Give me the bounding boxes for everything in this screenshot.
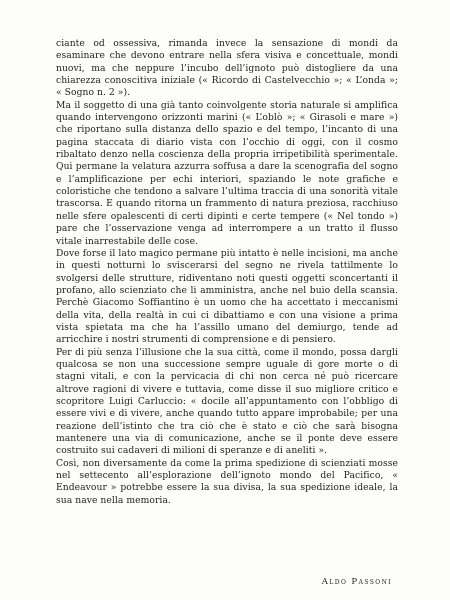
article-body	[56, 38, 398, 507]
paragraph-5: Così, non diversamente da come la prima spedizione di scienziati mosse nel settecento all’esplorazione dell’ignoto mondo del Pacifico, « Endeavour » potrebbe essere la sua divisa, la sua spedizione ideale, la sua nave nella memoria.	[56, 457, 398, 506]
author-signature: Aldo Passoni	[321, 577, 392, 587]
paragraph-4: Per di più senza l’illusione che la sua città, come il mondo, possa dargli qualcosa se non una successione sempre uguale di gore morte o di stagni vitali, e con la pervicacia di chi non cerca né può ricercare altrove ragioni di vivere e tuttavia, come disse il suo migliore critico e scopritore Luigi Carluccio: « docile all’appuntamento con l’obbligo di essere vivi e di vivere, anche quando tutto appare improbabile; per una reazione dell’istinto che tra ciò che è stato e ciò che sarà bisogna mantenere una via di comunicazione, anche se il ponte deve essere costruito sui cadaveri di milioni di speranze e di aneliti ».	[56, 346, 398, 457]
paragraph-2: Ma il soggetto di una già tanto coinvolgente storia naturale si amplifica quando intervengono orizzonti marini (« L’oblò »; « Girasoli e mare ») che riportano sulla distanza dello spazio e del tempo, l’incanto di una pagina staccata di diario vista con l’occhio di oggi, con il cosmo ribaltato denzo nella coscienza della propria irripetibilità sperimentale. Qui permane la velatura azzurra soffusa a dare la scenografia del sogno e l’amplificazione per echi interiori, spaziando le note grafiche e coloristiche che tendono a salvare l’ultima traccia di una sonorità vitale trascorsa. E quando ritorna un frammento di natura preziosa, racchiuso nelle sfere opalescenti di certi dipinti e certe tempere (« Nel tondo ») pare che l’osservazione venga ad interrompere a un tratto il flusso vitale inarrestabile delle cose.	[56, 99, 398, 247]
paragraph-1: ciante od ossessiva, rimanda invece la sensazione di mondi da esaminare che devono entrare nella sfera visiva e concettuale, mondi nuovi, ma che neppure l’incubo dell’ignoto può distogliere da una chiarezza conoscitiva iniziale (« Ricordo di Castelvecchio »; « L’onda »; « Sogno n. 2 »).	[56, 38, 398, 99]
paragraph-3: Dove forse il lato magico permane più intatto è nelle incisioni, ma anche in questi notturni lo sviscerarsi del segno ne rivela tattilmente lo svolgersi delle strutture, ridiventano noti questi oggetti sconcertanti il profano, allo scienziato che li amministra, anche nel buio della scansia. Perchè Giacomo Soffiantino è un uomo che ha accettato i meccanismi della vita, della realtà in cui ci dibattiamo e con una visione a prima vista spietata ma che ha l’assillo umano del demiurgo, tende ad arricchire i nostri strumenti di comprensione e di pensiero.	[56, 247, 398, 346]
